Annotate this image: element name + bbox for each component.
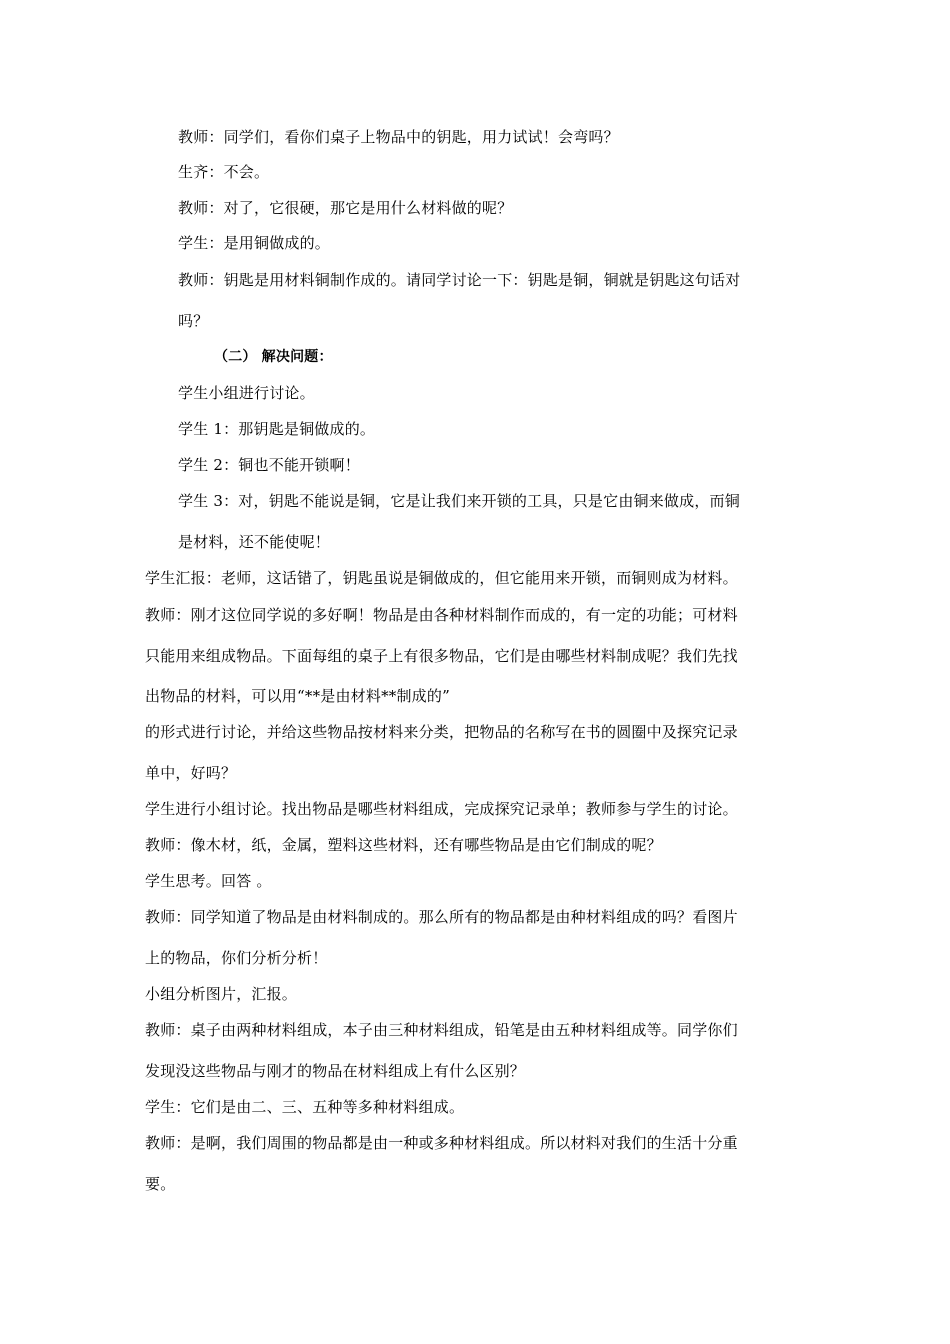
text-line: 学生汇报：老师，这话错了，钥匙虽说是铜做成的，但它能用来开锁，而铜则成为材料。 <box>145 569 738 587</box>
text-line: 生齐：不会。 <box>178 163 270 181</box>
text-line: 出物品的材料，可以用“**是由材料**制成的” <box>145 687 450 705</box>
text-line: 学生进行小组讨论。找出物品是哪些材料组成，完成探究记录单；教师参与学生的讨论。 <box>145 800 738 818</box>
text-line: 学生小组进行讨论。 <box>178 384 315 402</box>
text-line: 单中，好吗？ <box>145 764 237 782</box>
text-line: 学生 1：那钥匙是铜做成的。 <box>178 420 376 438</box>
text-line: 学生：它们是由二、三、五种等多种材料组成。 <box>145 1098 465 1116</box>
text-line: 学生：是用铜做成的。 <box>178 234 331 252</box>
text-line: 教师：像木材，纸，金属，塑料这些材料，还有哪些物品是由它们制成的呢？ <box>145 836 662 854</box>
text-line: 教师：桌子由两种材料组成，本子由三种材料组成，铅笔是由五种材料组成等。同学你们 <box>145 1021 738 1039</box>
text-line: 教师：刚才这位同学说的多好啊！物品是由各种材料制作而成的，有一定的功能；可材料 <box>145 606 738 624</box>
text-line: 只能用来组成物品。下面每组的桌子上有很多物品，它们是由哪些材料制成呢？我们先找 <box>145 647 738 665</box>
text-line: 学生 2：铜也不能开锁啊！ <box>178 456 360 474</box>
text-line: 教师：是啊，我们周围的物品都是由一种或多种材料组成。所以材料对我们的生活十分重 <box>145 1134 738 1152</box>
text-line: 上的物品，你们分析分析！ <box>145 949 328 967</box>
text-line: 吗？ <box>178 312 209 330</box>
text-line: 教师：同学们，看你们桌子上物品中的钥匙，用力试试！会弯吗？ <box>178 128 619 146</box>
text-line: 教师：对了，它很硬，那它是用什么材料做的呢？ <box>178 199 513 217</box>
text-line: 发现没这些物品与刚才的物品在材料组成上有什么区别？ <box>145 1062 526 1080</box>
text-line: 学生 3：对，钥匙不能说是铜，它是让我们来开锁的工具，只是它由铜来做成，而铜 <box>178 492 740 510</box>
text-line: 小组分析图片，汇报。 <box>145 985 298 1003</box>
section-heading: （二） 解决问题： <box>214 349 333 365</box>
text-line: 学生思考。回答 。 <box>145 872 272 890</box>
text-line: 教师：钥匙是用材料铜制作成的。请同学讨论一下：钥匙是铜，铜就是钥匙这句话对 <box>178 271 741 289</box>
text-line: 的形式进行讨论，并给这些物品按材料来分类，把物品的名称写在书的圆圈中及探究记录 <box>145 723 738 741</box>
text-line: 是材料，还不能使呢！ <box>178 533 331 551</box>
text-line: 要。 <box>145 1175 176 1193</box>
text-line: 教师：同学知道了物品是由材料制成的。那么所有的物品都是由种材料组成的吗？看图片 <box>145 908 738 926</box>
